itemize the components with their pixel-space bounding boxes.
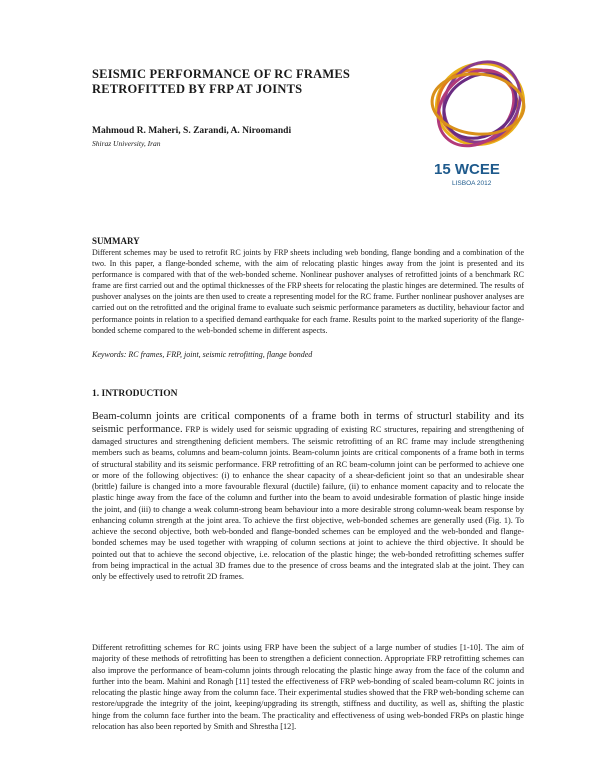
title-line-1: SEISMIC PERFORMANCE OF RC FRAMES: [92, 67, 351, 81]
intro-paragraph-2: Different retrofitting schemes for RC joints using FRP have been the subject of a large number of studies [1-10]. The aim of majority of these methods of retrofitting has been to strengthen a deficient connection. Appropriate FRP retrofitting schemes can also improve the performance of beam-column joints through relocating the plastic hinge away from the face of the column and further into the beam. Mahini and Ronagh [11] tested the effectiveness of FRP web-bonding of scaled beam-column RC joints in relocating the plastic hinge away from the column face. Their experimental studies showed that the FRP web-bonding scheme can restore/upgrade the integrity of the joint, keeping/upgrading its strength, stiffness and ductility, as well as, shifting the plastic hinge from the column face further into the beam. The practicality and effectiveness of using web-bonded FRPs on plastic hinge relocation has also been reported by Smith and Shrestha [12].: [92, 643, 525, 731]
author-list: Mahmoud R. Maheri, S. Zarandi, A. Niroomandi: [92, 126, 292, 136]
paper-title: [92, 67, 422, 97]
title-line-2: RETROFITTED BY FRP AT JOINTS: [92, 82, 303, 96]
wcee-logo: [418, 52, 538, 192]
intro-lead-sentence: Beam-column joints are critical components of a frame both in terms of structurl stability and its seismic performance.: [92, 411, 524, 435]
summary-text: Different schemes may be used to retrofit RC joints by FRP sheets including web bonding, flange bonding and a combination of the two. In this paper, a flange-bonded scheme, with the aim of relocating plastic hinges away from the joint is presented and its performance is compared with that of the web-bonded scheme. Nonlinear pushover analyses of retrofitted joints of a benchmark RC frame are first carried out and the optimal thicknesses of the FRP sheets for relocating the plastic hinges are determined. The results of pushover analyses on the joints are then used to create a representing model for the RC frame. Further nonlinear pushover analyses are carried out on the retrofitted and the original frame to evaluate such seismic performance parameters as ductility, behaviour factor and performance points in relation to a specified demand earthquake for each frame. Results point to the marked superiority of the flange-bonded scheme compared to the web-bonded scheme in different aspects.: [92, 248, 524, 335]
summary-heading: SUMMARY: [92, 236, 140, 246]
intro-paragraph-1-body: FRP is widely used for seismic upgrading of existing RC structures, repairing and strengthening of damaged structures and strengthening deficient members. The seismic retrofitting of an RC frame may include strengthening members such as beams, columns and beam-column joints. Beam-column joints are critical components of a frame both in terms of structural stability and its seismic performance. FRP retrofitting of an RC beam-column joint can be performed to achieve one or more of the following objectives: (i) to enhance the shear capacity of a shear-deficient joint so that an undesirable shear (brittle) failure is changed into a more favourable flexural (ductile) failure, (ii) to enhance moment capacity and to relocate the plastic hinge away from the face of the column and further into the beam to avoid undesirable formation of plastic hinge inside the joint, and (iii) to change a weak column-strong beam behaviour into a more desirable strong column-weak beam response by enhancing column strength at the joint area. To achieve the first objective, web-bonded schemes are generally used (Fig. 1). To achieve the second objective, both web-bonded and flange-bonded schemes can be employed and the web-bonded and flange-bonded schemes may be used together with wrapping of column sections at joint to achieve the third objective. It should be pointed out that to achieve the second objective, i.e. relocation of the plastic hinge; the web-bonded retrofitting schemes suffer from being impractical in the actual 3D frames due to the presence of cross beams and the integrated slab at the joint. They can only be effectively used to retrofit 2D frames.: [92, 425, 524, 581]
affiliation: Shiraz University, Iran: [92, 139, 161, 148]
section-heading-introduction: 1. INTRODUCTION: [92, 389, 178, 399]
intro-paragraph-1: [92, 410, 524, 582]
logo-event-text: 15 WCEE: [434, 161, 500, 178]
logo-location-text: LISBOA 2012: [452, 180, 492, 187]
keywords: Keywords: RC frames, FRP, joint, seismic retrofitting, flange bonded: [92, 350, 313, 359]
